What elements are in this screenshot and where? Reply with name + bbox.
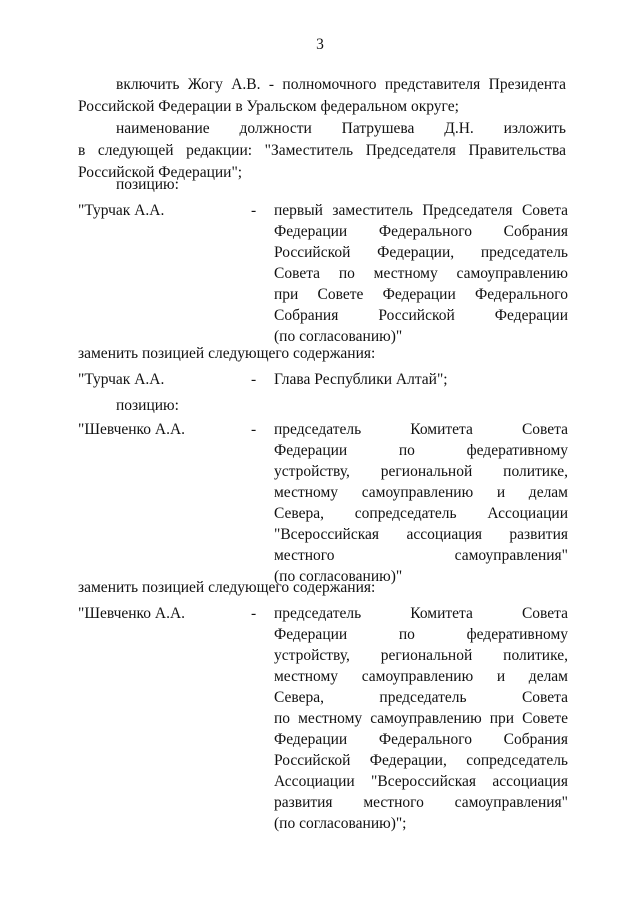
- entry-dash: -: [251, 202, 257, 219]
- position-label: позицию:: [116, 176, 179, 193]
- text-line: Совета по местному самоуправлению: [274, 265, 568, 282]
- text-line: местного самоуправления": [274, 547, 568, 564]
- replace-label: заменить позицией следующего содержания:: [78, 345, 376, 362]
- entry-dash: -: [251, 605, 257, 622]
- text-line: развития местного самоуправления": [274, 794, 568, 811]
- text-line: председатель Комитета Совета: [274, 421, 568, 438]
- text-line: Федерации Федерального Собрания: [274, 223, 568, 240]
- text-line: "Всероссийская ассоциация развития: [274, 526, 568, 543]
- text-line: Федерации по федеративному: [274, 626, 568, 643]
- text-line: первый заместитель Председателя Совета: [274, 202, 568, 219]
- text-line: местному самоуправлению и делам: [274, 668, 568, 685]
- entry-name: "Турчак А.А.: [78, 202, 165, 219]
- text-line: Российской Федерации";: [78, 164, 243, 181]
- page-number: 3: [316, 36, 324, 53]
- text-line: местному самоуправлению и делам: [274, 484, 568, 501]
- text-line: (по согласованию)";: [274, 815, 407, 832]
- text-line: включить Жогу А.В. - полномочного представителя Президента: [116, 76, 566, 93]
- text-line: при Совете Федерации Федерального: [274, 286, 568, 303]
- text-line: устройству, региональной политике,: [274, 463, 568, 480]
- text-line: (по согласованию)": [274, 328, 403, 345]
- entry-name: "Шевченко А.А.: [78, 605, 186, 622]
- text-line: Глава Республики Алтай";: [274, 371, 448, 388]
- text-line: наименование должности Патрушева Д.Н. изложить: [116, 120, 566, 137]
- entry-description: [274, 603, 568, 834]
- text-line: Федерации Федерального Собрания: [274, 731, 568, 748]
- text-line: председатель Комитета Совета: [274, 605, 568, 622]
- replace-label: заменить позицией следующего содержания:: [78, 579, 376, 596]
- entry-description: [274, 200, 568, 347]
- text-line: в следующей редакции: "Заместитель Председателя Правительства: [78, 142, 566, 159]
- intro-paragraph: [78, 74, 566, 184]
- text-line: Собрания Российской Федерации: [274, 307, 568, 324]
- text-line: Российской Федерации в Уральском федеральном округе;: [78, 98, 459, 115]
- text-line: Севера, председатель Совета: [274, 689, 568, 706]
- text-line: Ассоциации "Всероссийская ассоциация: [274, 773, 568, 790]
- entry-dash: -: [251, 421, 257, 438]
- entry-description: [274, 369, 568, 390]
- text-line: устройству, региональной политике,: [274, 647, 568, 664]
- entry-name: "Турчак А.А.: [78, 371, 165, 388]
- text-line: Российской Федерации, сопредседатель: [274, 752, 568, 769]
- entry-dash: -: [251, 371, 257, 388]
- text-line: (по согласованию)": [274, 568, 403, 585]
- entry-name: "Шевченко А.А.: [78, 421, 186, 438]
- text-line: Севера, сопредседатель Ассоциации: [274, 505, 568, 522]
- text-line: Федерации по федеративному: [274, 442, 568, 459]
- entry-description: [274, 419, 568, 587]
- text-line: Российской Федерации, председатель: [274, 244, 568, 261]
- position-label: позицию:: [116, 397, 179, 414]
- text-line: по местному самоуправлению при Совете: [274, 710, 568, 727]
